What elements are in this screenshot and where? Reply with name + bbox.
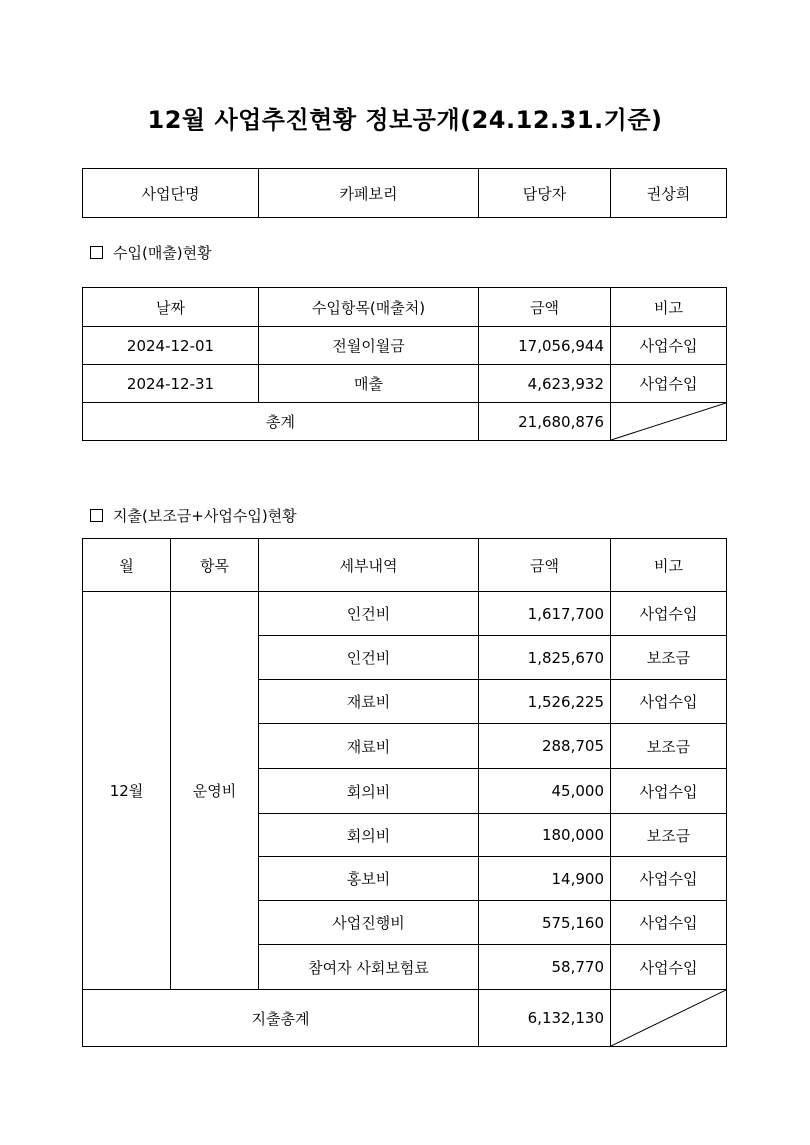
expense-header-month: 월 <box>83 539 171 592</box>
expense-detail: 홍보비 <box>259 857 479 901</box>
diagonal-slash-cell <box>611 403 727 441</box>
manager-label: 담당자 <box>479 169 611 218</box>
income-item: 매출 <box>259 365 479 403</box>
income-header-note: 비고 <box>611 288 727 327</box>
expense-note: 보조금 <box>611 636 727 680</box>
expense-header-detail: 세부내역 <box>259 539 479 592</box>
expense-detail: 인건비 <box>259 592 479 636</box>
expense-amount: 575,160 <box>479 901 611 945</box>
expense-header-note: 비고 <box>611 539 727 592</box>
table-row <box>83 592 727 636</box>
table-row <box>83 365 727 403</box>
page-title: 12월 사업추진현황 정보공개(24.12.31.기준) <box>147 106 663 134</box>
expense-total-label: 지출총계 <box>83 990 479 1047</box>
expense-section-heading <box>90 505 297 526</box>
expense-amount: 1,526,225 <box>479 680 611 724</box>
income-header-item: 수입항목(매출처) <box>259 288 479 327</box>
income-header-row <box>83 288 727 327</box>
expense-note: 보조금 <box>611 724 727 769</box>
income-section-title: 수입(매출)현황 <box>113 244 212 262</box>
expense-note: 보조금 <box>611 814 727 857</box>
diagonal-slash-cell <box>611 990 727 1047</box>
expense-header-amount: 금액 <box>479 539 611 592</box>
business-info-table <box>82 168 727 218</box>
expense-detail: 참여자 사회보험료 <box>259 945 479 990</box>
manager-value: 권상희 <box>611 169 727 218</box>
expense-amount: 288,705 <box>479 724 611 769</box>
income-amount: 4,623,932 <box>479 365 611 403</box>
income-date: 2024-12-31 <box>83 365 259 403</box>
income-date: 2024-12-01 <box>83 327 259 365</box>
expense-note: 사업수입 <box>611 857 727 901</box>
income-header-date: 날짜 <box>83 288 259 327</box>
expense-detail: 재료비 <box>259 724 479 769</box>
income-amount: 17,056,944 <box>479 327 611 365</box>
expense-amount: 58,770 <box>479 945 611 990</box>
expense-note: 사업수입 <box>611 592 727 636</box>
expense-total-amount: 6,132,130 <box>479 990 611 1047</box>
expense-amount: 1,617,700 <box>479 592 611 636</box>
expense-note: 사업수입 <box>611 945 727 990</box>
expense-amount: 14,900 <box>479 857 611 901</box>
expense-note: 사업수입 <box>611 769 727 814</box>
expense-detail: 회의비 <box>259 769 479 814</box>
expense-amount: 45,000 <box>479 769 611 814</box>
expense-detail: 재료비 <box>259 680 479 724</box>
income-header-amount: 금액 <box>479 288 611 327</box>
expense-detail: 사업진행비 <box>259 901 479 945</box>
checkbox-square-icon <box>90 509 103 522</box>
expense-detail: 인건비 <box>259 636 479 680</box>
business-name-value: 카페보리 <box>259 169 479 218</box>
checkbox-square-icon <box>90 246 103 259</box>
expense-amount: 180,000 <box>479 814 611 857</box>
business-name-label: 사업단명 <box>83 169 259 218</box>
expense-detail: 회의비 <box>259 814 479 857</box>
expense-month: 12월 <box>83 592 171 990</box>
expense-total-row <box>83 990 727 1047</box>
expense-note: 사업수입 <box>611 680 727 724</box>
expense-section-title: 지출(보조금+사업수입)현황 <box>113 507 297 525</box>
expense-note: 사업수입 <box>611 901 727 945</box>
income-total-row <box>83 403 727 441</box>
income-note: 사업수입 <box>611 327 727 365</box>
income-total-label: 총계 <box>83 403 479 441</box>
income-section-heading <box>90 242 212 263</box>
table-row <box>83 327 727 365</box>
income-table <box>82 287 727 441</box>
income-note: 사업수입 <box>611 365 727 403</box>
expense-header-category: 항목 <box>171 539 259 592</box>
expense-amount: 1,825,670 <box>479 636 611 680</box>
expense-header-row <box>83 539 727 592</box>
expense-table <box>82 538 727 1047</box>
income-total-amount: 21,680,876 <box>479 403 611 441</box>
expense-category: 운영비 <box>171 592 259 990</box>
income-item: 전월이월금 <box>259 327 479 365</box>
